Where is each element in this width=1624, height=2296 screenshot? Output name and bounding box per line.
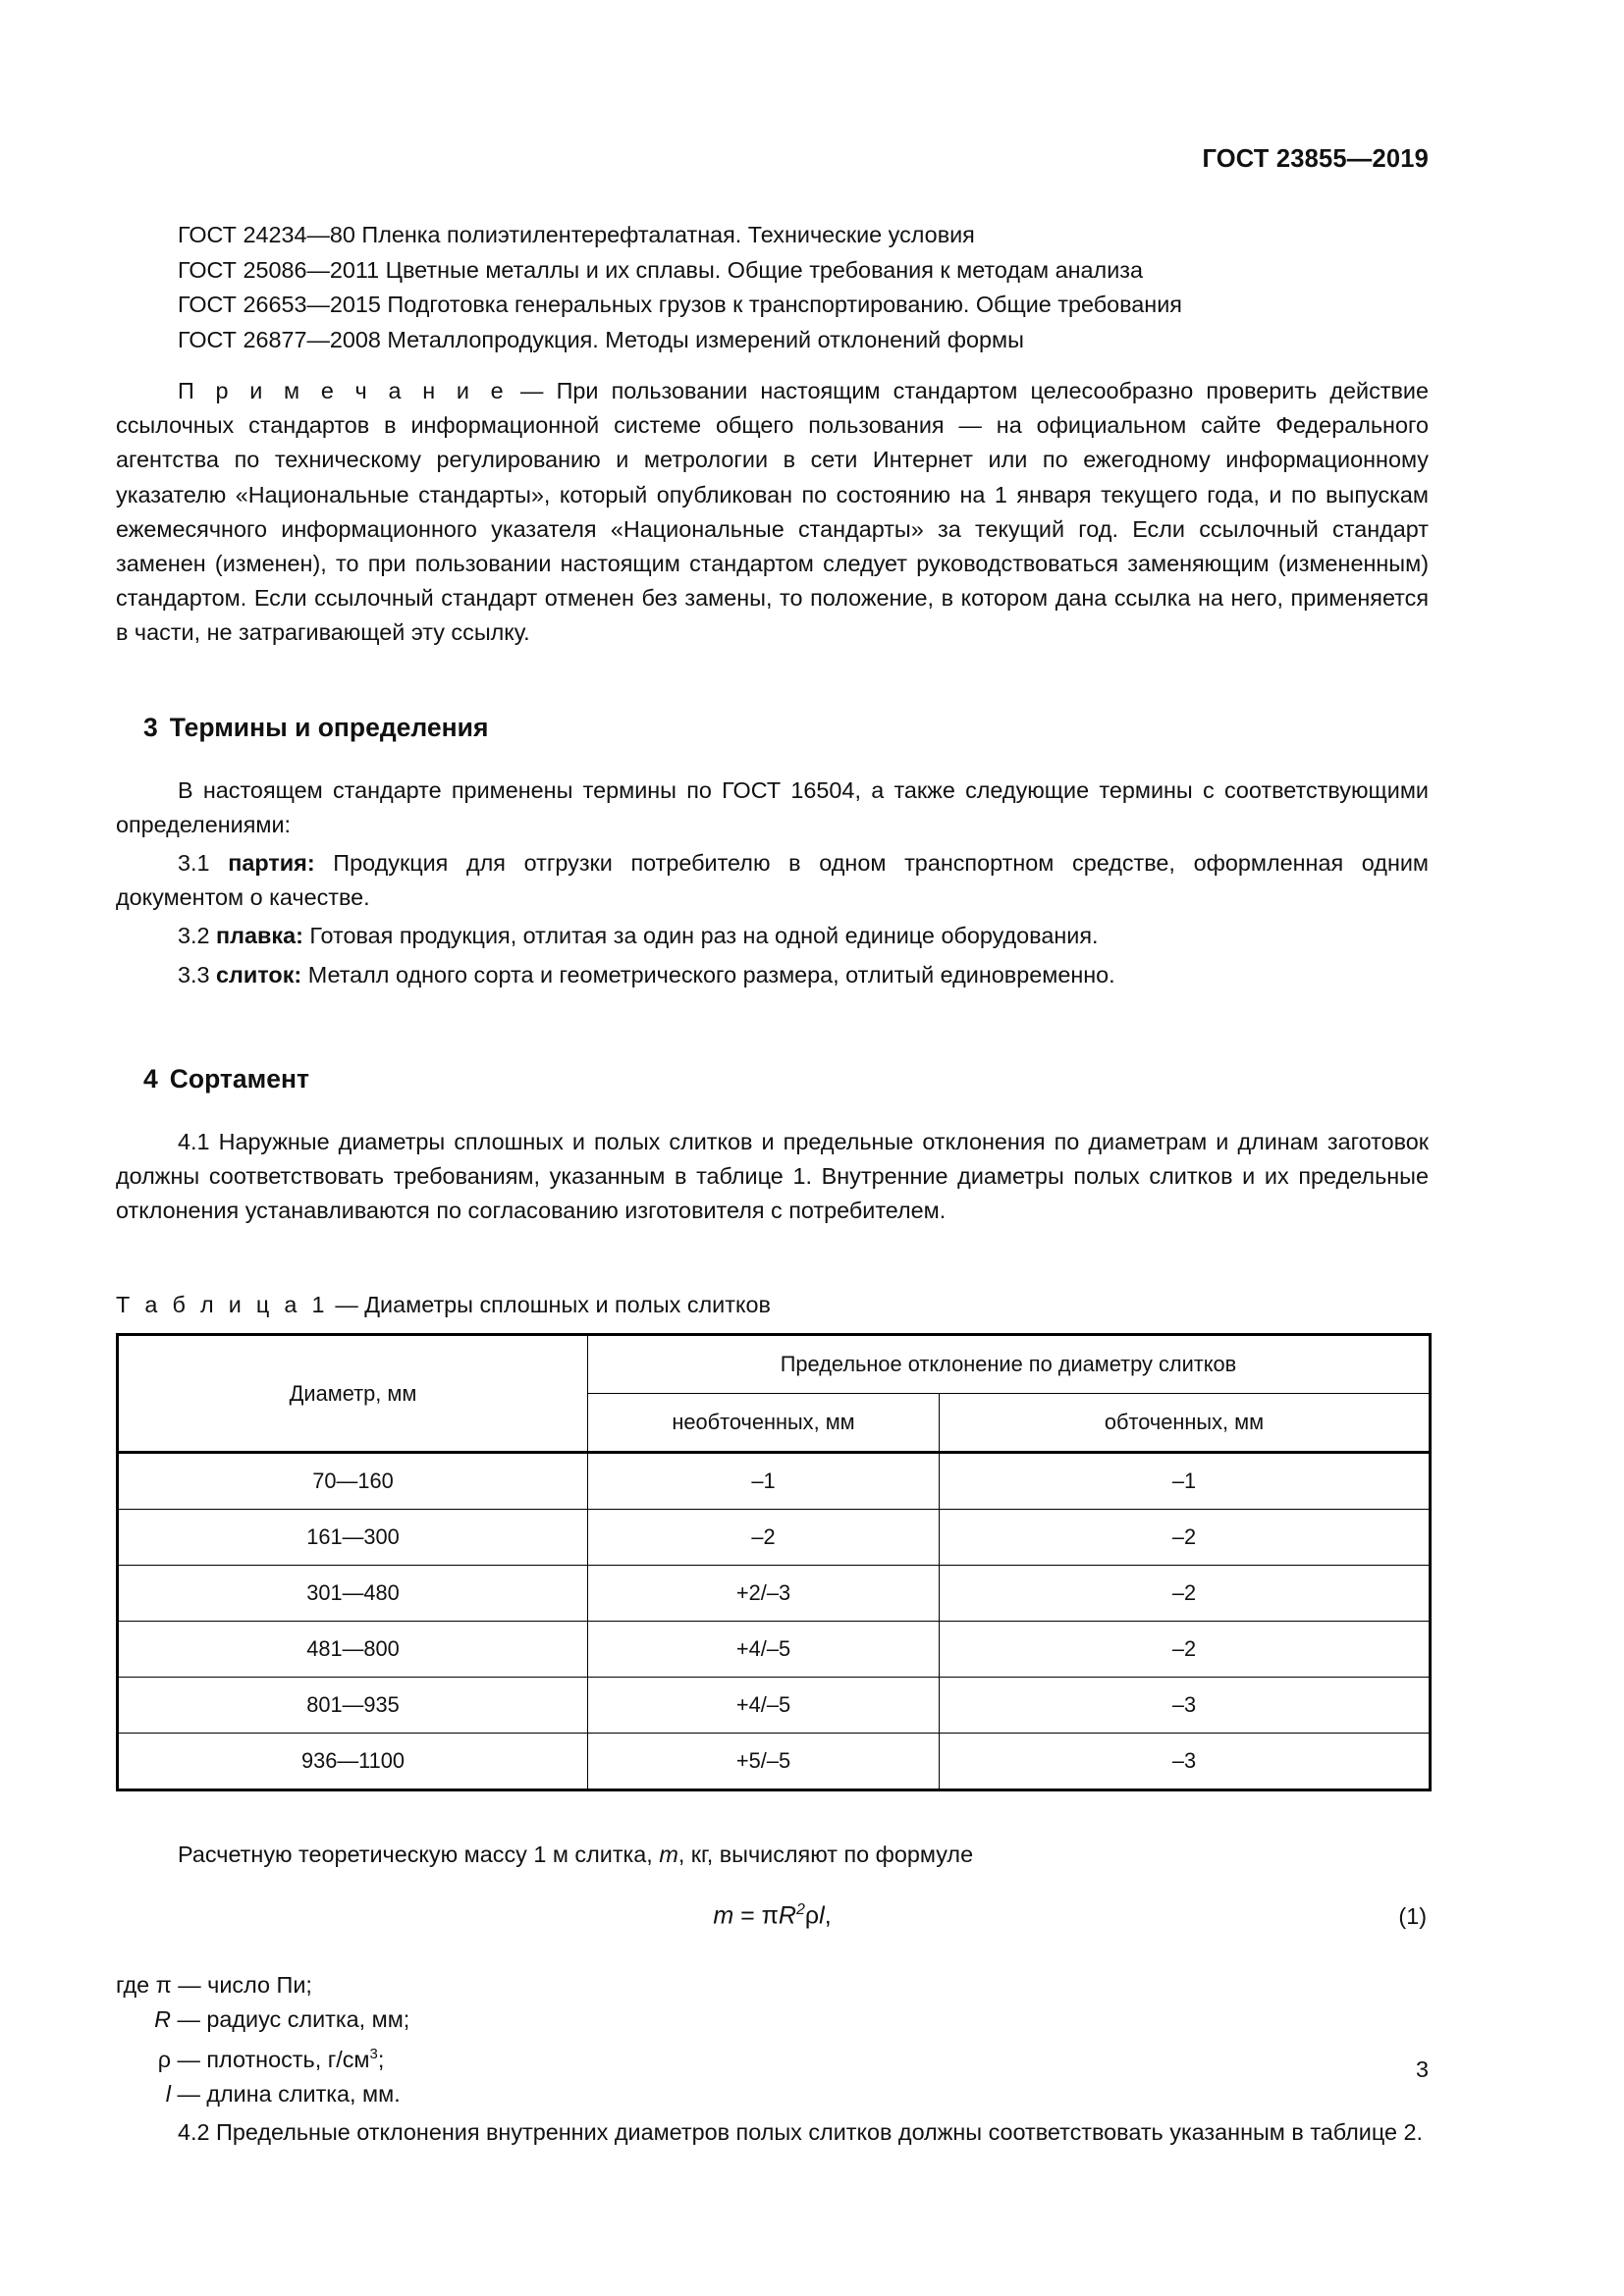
variable-symbol-length: l bbox=[165, 2081, 171, 2108]
variable-symbol-rho: ρ bbox=[157, 2046, 171, 2072]
formula-row bbox=[116, 1901, 1429, 1945]
variable-description: — радиус слитка, мм; bbox=[177, 2005, 410, 2032]
note-dash: — bbox=[507, 378, 557, 403]
term-name: слиток: bbox=[216, 961, 302, 988]
page-number: 3 bbox=[1415, 2056, 1429, 2082]
term-number: 3.2 bbox=[178, 923, 210, 949]
formula-radius-symbol: R bbox=[778, 1900, 796, 1929]
cell-treated: –2 bbox=[940, 1510, 1431, 1566]
reference-item: ГОСТ 24234—80 Пленка полиэтилентерефталатная. Технические условия bbox=[178, 222, 975, 247]
variable-description-pre: — плотность, г/см bbox=[177, 2046, 370, 2072]
formula-intro-symbol: m bbox=[659, 1842, 678, 1868]
cell-untreated: –1 bbox=[588, 1453, 940, 1510]
section-heading-3 bbox=[116, 713, 1429, 743]
variable-line bbox=[116, 1968, 1429, 2002]
paragraph-4-2-number: 4.2 bbox=[178, 2119, 210, 2146]
cell-diameter: 70—160 bbox=[118, 1453, 588, 1510]
table-1-body bbox=[118, 1453, 1431, 1790]
table-row bbox=[118, 1734, 1431, 1790]
section-4-number: 4 bbox=[143, 1063, 158, 1094]
formula-equals: = bbox=[733, 1900, 762, 1929]
formula-number: (1) bbox=[1398, 1902, 1427, 1929]
term-number: 3.3 bbox=[178, 961, 210, 988]
cell-untreated: +4/–5 bbox=[588, 1678, 940, 1734]
term-text: Продукция для отгрузки потребителю в одном транспортном средстве, оформленная одним документом о качестве. bbox=[116, 850, 1430, 911]
table-1-caption bbox=[116, 1289, 1429, 1320]
cell-treated: –3 bbox=[940, 1734, 1431, 1790]
formula-exponent: 2 bbox=[795, 1900, 805, 1918]
term-definition-3-2 bbox=[116, 919, 1429, 953]
cell-untreated: +5/–5 bbox=[588, 1734, 940, 1790]
formula-expression bbox=[116, 1901, 1429, 1930]
page-content bbox=[116, 218, 1429, 2150]
formula-intro-pre: Расчетную теоретическую массу 1 м слитка, bbox=[178, 1842, 660, 1868]
reference-item: ГОСТ 26877—2008 Металлопродукция. Методы измерений отклонений формы bbox=[178, 326, 1024, 352]
paragraph-4-1-text: Наружные диаметры сплошных и полых слитков и предельные отклонения по диаметрам и длинам заготовок должны соответствовать требованиям, указанным в таблице 1. Внутренние диаметры полых слитков и их предельные отклонения устанавливаются по согласованию изготовителя с потребителем. bbox=[116, 1128, 1430, 1224]
note-text: При пользовании настоящим стандартом целесообразно проверить действие ссылочных стандартов в информационной системе общего пользования — на официальном сайте Федерального агентства по техническому регулированию и метрологии в сети Интернет или по ежегодному информационному указателю «Национальные стандарты», который опубликован по состоянию на 1 января текущего года, и по выпускам ежемесячного информационного указателя «Национальные стандарты» за текущий год. Если ссылочный стандарт заменен (изменен), то при пользовании настоящим стандартом следует руководствоваться заменяющим (измененным) стандартом. Если ссылочный стандарт отменен без замены, то положение, в котором дана ссылка на него, применяется в части, не затрагивающей эту ссылку. bbox=[116, 378, 1430, 646]
cell-treated: –2 bbox=[940, 1622, 1431, 1678]
paragraph-4-1 bbox=[116, 1125, 1429, 1229]
term-name: плавка: bbox=[216, 923, 303, 949]
variable-line bbox=[116, 2002, 1429, 2037]
table-1-caption-dash: — bbox=[328, 1292, 365, 1318]
table-header-untreated: необточенных, мм bbox=[588, 1394, 940, 1453]
table-1-diameters bbox=[116, 1333, 1432, 1791]
section-3-title: Термины и определения bbox=[169, 712, 489, 742]
note-block bbox=[116, 374, 1429, 651]
term-number: 3.1 bbox=[178, 850, 210, 877]
cell-treated: –2 bbox=[940, 1566, 1431, 1622]
table-row bbox=[118, 1566, 1431, 1622]
paragraph-4-2 bbox=[116, 2115, 1429, 2150]
table-row bbox=[118, 1453, 1431, 1510]
cell-untreated: +2/–3 bbox=[588, 1566, 940, 1622]
variable-line bbox=[116, 2077, 1429, 2111]
formula-length-symbol: l bbox=[819, 1900, 825, 1929]
variable-symbol-radius: R bbox=[154, 2005, 171, 2032]
variable-description: — длина слитка, мм. bbox=[177, 2081, 401, 2108]
cell-diameter: 936—1100 bbox=[118, 1734, 588, 1790]
section-4-title: Сортамент bbox=[169, 1063, 309, 1094]
formula-intro-post: , кг, вычисляют по формуле bbox=[677, 1842, 974, 1868]
table-row bbox=[118, 1510, 1431, 1566]
section-3-intro bbox=[116, 774, 1429, 842]
formula-lhs: m bbox=[713, 1900, 734, 1929]
formula-comma: , bbox=[824, 1900, 832, 1929]
formula-pi-symbol: π bbox=[761, 1900, 779, 1929]
paragraph-4-1-number: 4.1 bbox=[178, 1128, 210, 1154]
cell-treated: –1 bbox=[940, 1453, 1431, 1510]
cell-diameter: 801—935 bbox=[118, 1678, 588, 1734]
reference-item: ГОСТ 25086—2011 Цветные металлы и их сплавы. Общие требования к методам анализа bbox=[178, 256, 1143, 283]
variable-line bbox=[116, 2037, 1429, 2077]
formula-rho-symbol: ρ bbox=[804, 1900, 820, 1929]
formula-variable-list bbox=[116, 1968, 1429, 2112]
cell-diameter: 481—800 bbox=[118, 1622, 588, 1678]
normative-references-list bbox=[116, 218, 1429, 357]
table-header-deviation-group: Предельное отклонение по диаметру слитков bbox=[588, 1335, 1431, 1394]
variable-description: — число Пи; bbox=[178, 1971, 312, 1998]
table-header-row bbox=[118, 1335, 1431, 1394]
table-1-caption-title: Диаметры сплошных и полых слитков bbox=[364, 1292, 771, 1318]
section-3-number: 3 bbox=[143, 712, 158, 742]
table-1-caption-label: Т а б л и ц а 1 bbox=[116, 1292, 329, 1318]
table-row bbox=[118, 1678, 1431, 1734]
section-3-intro-text: В настоящем стандарте применены термины по ГОСТ 16504, а также следующие термины с соответствующими определениями: bbox=[116, 776, 1429, 837]
table-row bbox=[118, 1622, 1431, 1678]
cell-diameter: 301—480 bbox=[118, 1566, 588, 1622]
paragraph-4-2-text: Предельные отклонения внутренних диаметров полых слитков должны соответствовать указанным в таблице 2. bbox=[216, 2119, 1423, 2146]
section-heading-4 bbox=[116, 1064, 1429, 1095]
note-label: П р и м е ч а н и е bbox=[178, 378, 508, 403]
table-header-treated: обточенных, мм bbox=[940, 1394, 1431, 1453]
reference-item: ГОСТ 26653—2015 Подготовка генеральных грузов к транспортированию. Общие требования bbox=[178, 292, 1182, 317]
table-1-head bbox=[118, 1335, 1431, 1453]
variable-symbol-pi: π bbox=[155, 1971, 172, 1998]
table-header-diameter: Диаметр, мм bbox=[118, 1335, 588, 1453]
formula-intro bbox=[116, 1838, 1429, 1872]
term-text: Металл одного сорта и геометрического размера, отлитый единовременно. bbox=[307, 961, 1115, 988]
note-paragraph bbox=[116, 374, 1429, 651]
term-text: Готовая продукция, отлитая за один раз на одной единице оборудования. bbox=[309, 923, 1099, 949]
variable-description-post: ; bbox=[377, 2046, 385, 2072]
term-definition-3-3 bbox=[116, 958, 1429, 992]
cell-treated: –3 bbox=[940, 1678, 1431, 1734]
running-header-standard-number: ГОСТ 23855—2019 bbox=[1202, 145, 1429, 173]
term-definition-3-1 bbox=[116, 846, 1429, 915]
variable-description-exponent: 3 bbox=[369, 2046, 378, 2063]
term-name: партия: bbox=[228, 850, 315, 877]
where-word: где bbox=[116, 1971, 150, 1998]
cell-diameter: 161—300 bbox=[118, 1510, 588, 1566]
cell-untreated: –2 bbox=[588, 1510, 940, 1566]
cell-untreated: +4/–5 bbox=[588, 1622, 940, 1678]
